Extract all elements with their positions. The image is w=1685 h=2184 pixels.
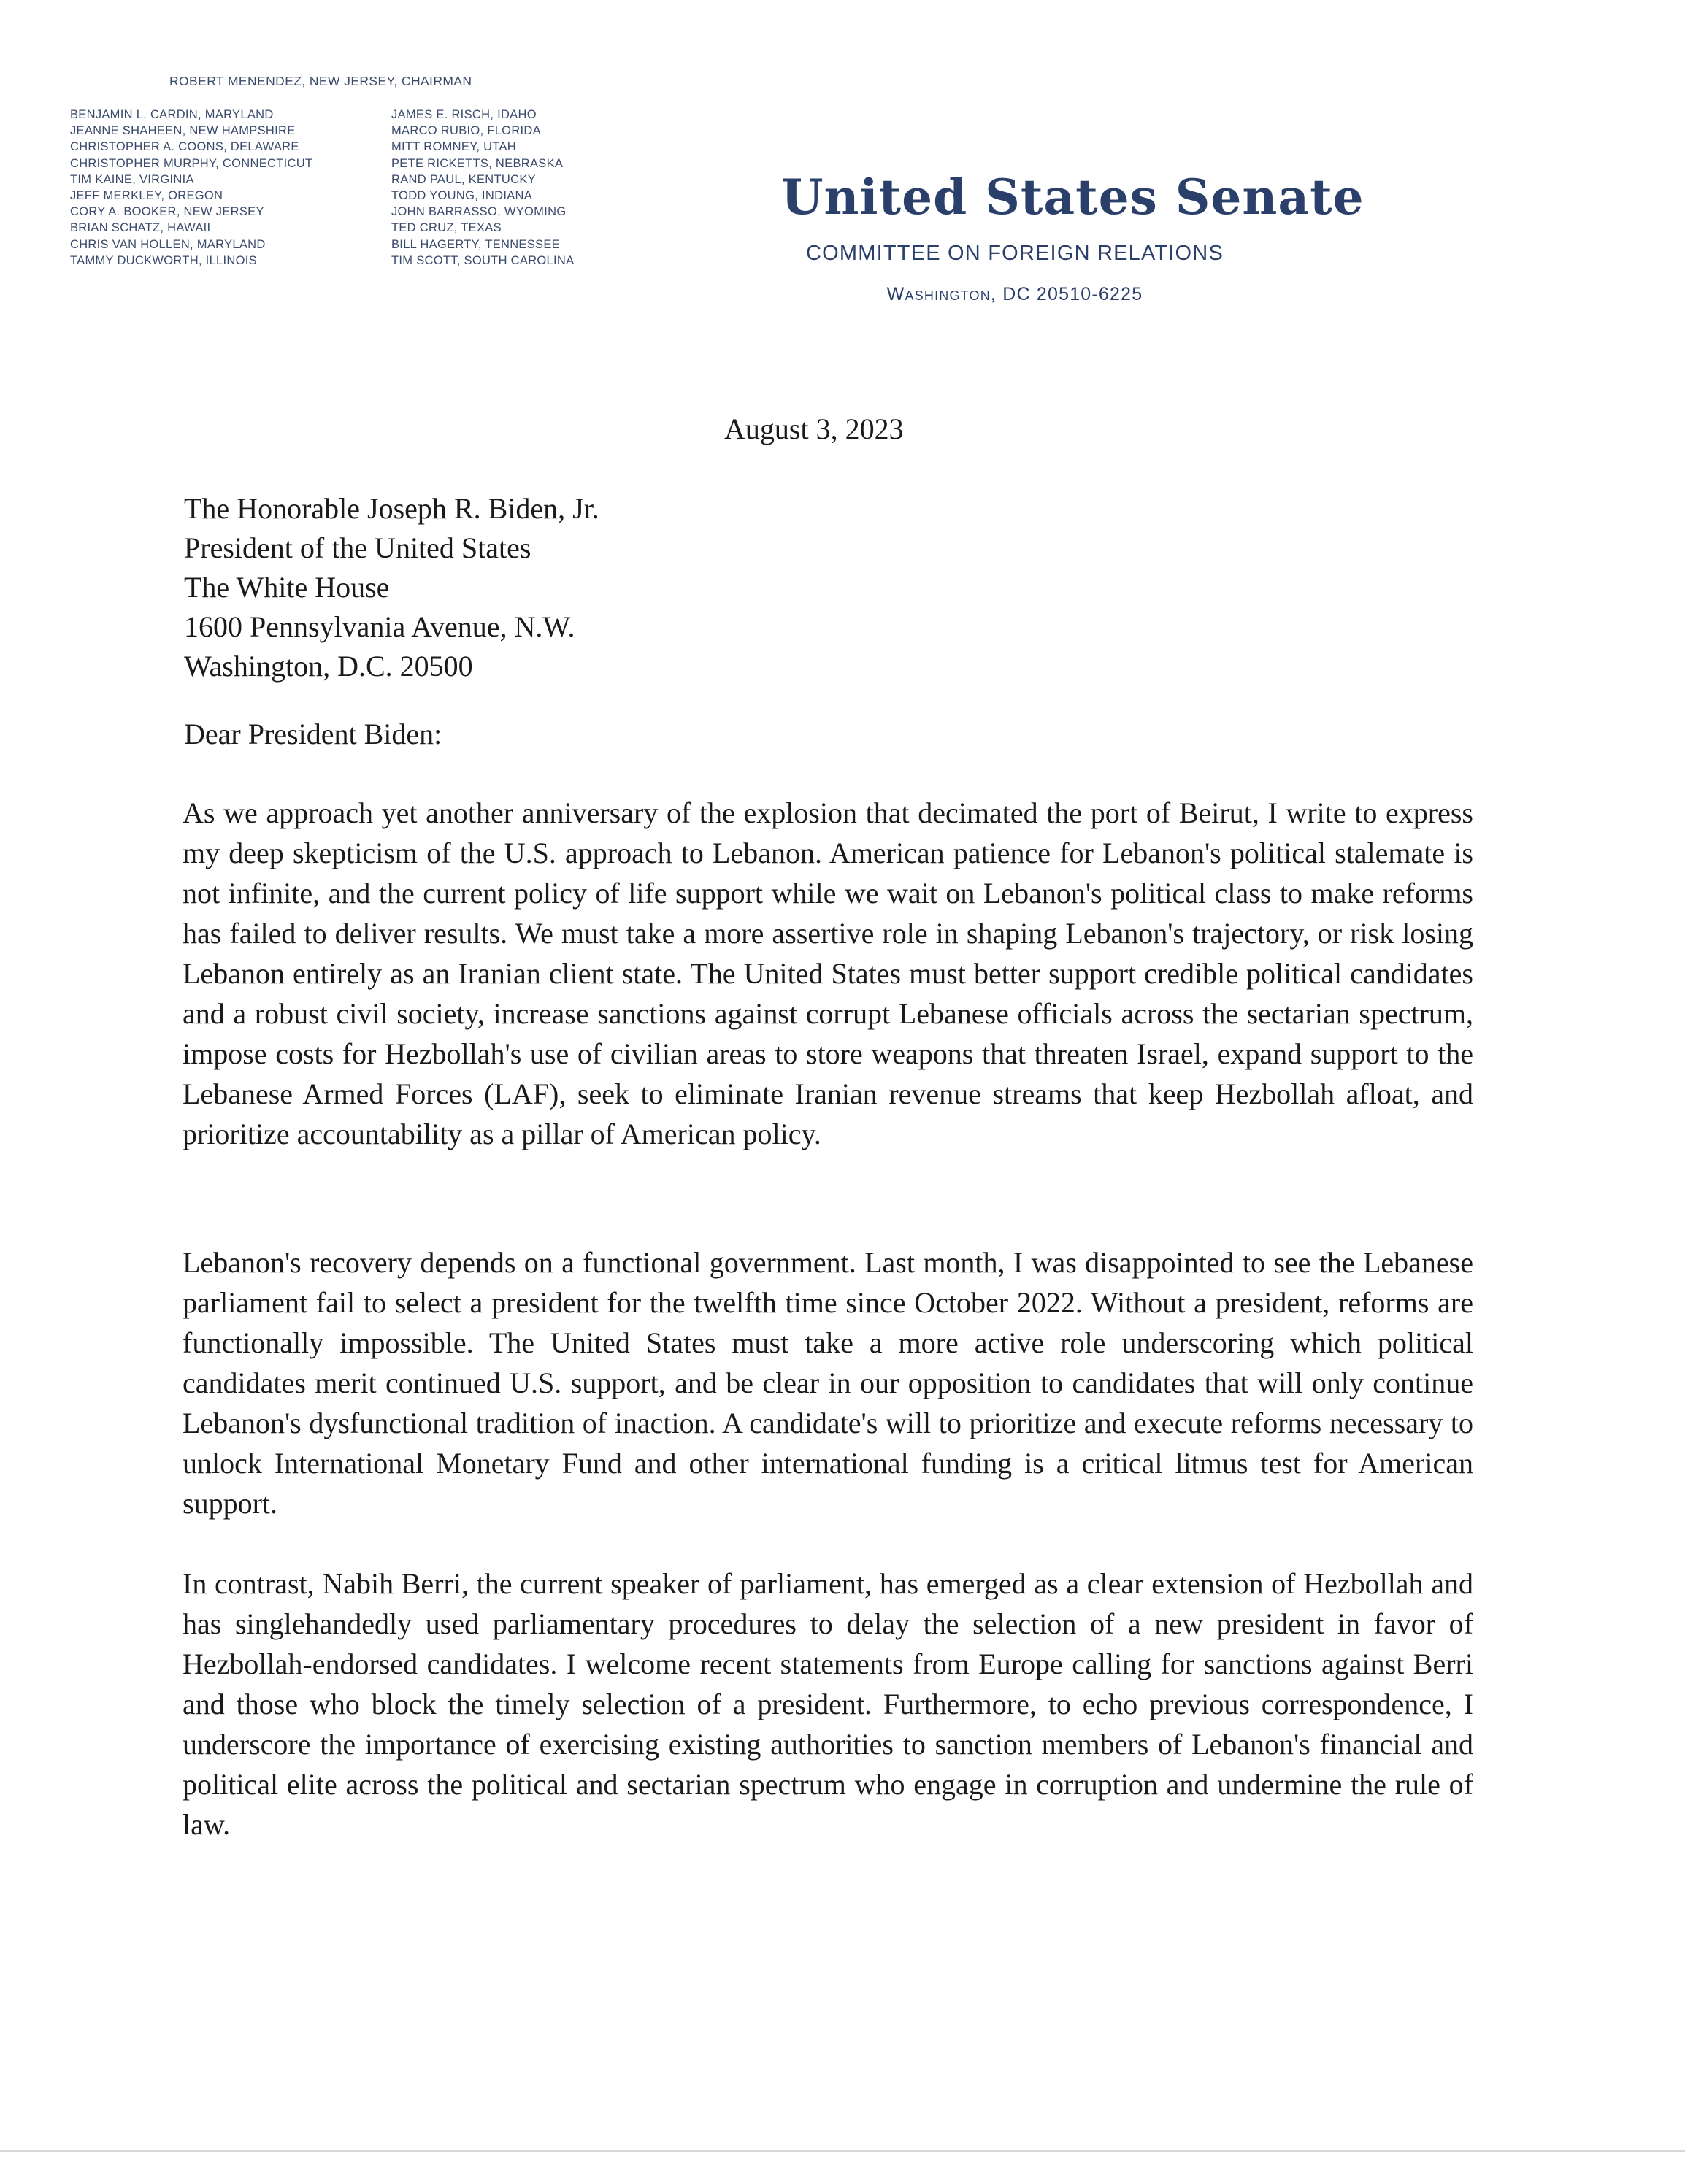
member-name: BILL HAGERTY, TENNESSEE <box>391 237 560 251</box>
member-name: JAMES E. RISCH, IDAHO <box>391 108 537 121</box>
recipient-line: The Honorable Joseph R. Biden, Jr. <box>184 492 599 525</box>
member-name: CHRIS VAN HOLLEN, MARYLAND <box>70 237 266 251</box>
recipient-line: The White House <box>184 571 390 604</box>
letter-date: August 3, 2023 <box>724 412 904 445</box>
recipient-line: Washington, D.C. 20500 <box>184 650 473 682</box>
member-name: JEFF MERKLEY, OREGON <box>70 189 223 203</box>
committee-members-left <box>70 107 312 269</box>
member-name: TIM KAINE, VIRGINIA <box>70 172 194 186</box>
member-name: JOHN BARRASSO, WYOMING <box>391 205 567 219</box>
committee-name: COMMITTEE ON FOREIGN RELATIONS <box>806 242 1224 265</box>
senate-title: United States Senate <box>781 169 1364 226</box>
body-paragraph: Lebanon's recovery depends on a functional government. Last month, I was disappointed to see the Lebanese parliament fail to select a president for the twelfth time since October 2022. Without a president, reforms are functionally impossible. The United States must take a more active role underscoring which political candidates merit continued U.S. support, and be clear in our opposition to candidates that will only continue Lebanon's dysfunctional tradition of inaction. A candidate's will to prioritize and execute reforms necessary to unlock International Monetary Fund and other international funding is a critical litmus test for American support. <box>183 1246 1473 1520</box>
body-paragraph: In contrast, Nabih Berri, the current speaker of parliament, has emerged as a clear extension of Hezbollah and has singlehandedly used parliamentary procedures to delay the selection of a new president in favor of Hezbollah-endorsed candidates. I welcome recent statements from Europe calling for sanctions against Berri and those who block the timely selection of a president. Furthermore, to echo previous correspondence, I underscore the importance of exercising existing authorities to sanction members of Lebanon's financial and political elite across the political and sectarian spectrum who engage in corruption and undermine the rule of law. <box>183 1567 1473 1841</box>
recipient-line: President of the United States <box>184 531 531 564</box>
member-name: TIM SCOTT, SOUTH CAROLINA <box>391 253 575 267</box>
member-name: JEANNE SHAHEEN, NEW HAMPSHIRE <box>70 124 296 138</box>
member-name: CORY A. BOOKER, NEW JERSEY <box>70 205 264 219</box>
member-name: RAND PAUL, KENTUCKY <box>391 172 536 186</box>
member-name: PETE RICKETTS, NEBRASKA <box>391 156 564 170</box>
committee-address: Washington, DC 20510-6225 <box>886 284 1143 304</box>
recipient-address <box>184 489 599 686</box>
member-name: BENJAMIN L. CARDIN, MARYLAND <box>70 108 274 121</box>
member-name: TAMMY DUCKWORTH, ILLINOIS <box>70 253 257 267</box>
member-name: MARCO RUBIO, FLORIDA <box>391 124 541 138</box>
member-name: CHRISTOPHER A. COONS, DELAWARE <box>70 140 299 154</box>
salutation: Dear President Biden: <box>184 718 442 750</box>
member-name: TED CRUZ, TEXAS <box>391 221 502 235</box>
body-paragraph: As we approach yet another anniversary of the explosion that decimated the port of Beirut, I write to express my deep skepticism of the U.S. approach to Lebanon. American patience for Lebanon's political stalemate is not infinite, and the current policy of life support while we wait on Lebanon's political class to make reforms has failed to deliver results. We must take a more assertive role in shaping Lebanon's trajectory, or risk losing Lebanon entirely as an Iranian client state. The United States must better support credible political candidates and a robust civil society, increase sanctions against corrupt Lebanese officials across the sectarian spectrum, impose costs for Hezbollah's use of civilian areas to store weapons that threaten Israel, expand support to the Lebanese Armed Forces (LAF), seek to eliminate Iranian revenue streams that keep Hezbollah afloat, and prioritize accountability as a pillar of American policy. <box>183 796 1473 1150</box>
chairman-line: ROBERT MENENDEZ, NEW JERSEY, CHAIRMAN <box>169 74 472 88</box>
recipient-line: 1600 Pennsylvania Avenue, N.W. <box>184 610 575 643</box>
member-name: MITT ROMNEY, UTAH <box>391 140 517 154</box>
committee-members-right <box>391 107 574 269</box>
member-name: CHRISTOPHER MURPHY, CONNECTICUT <box>70 156 313 170</box>
page-bottom-edge <box>0 2150 1685 2152</box>
member-name: TODD YOUNG, INDIANA <box>391 189 533 203</box>
member-name: BRIAN SCHATZ, HAWAII <box>70 221 211 235</box>
